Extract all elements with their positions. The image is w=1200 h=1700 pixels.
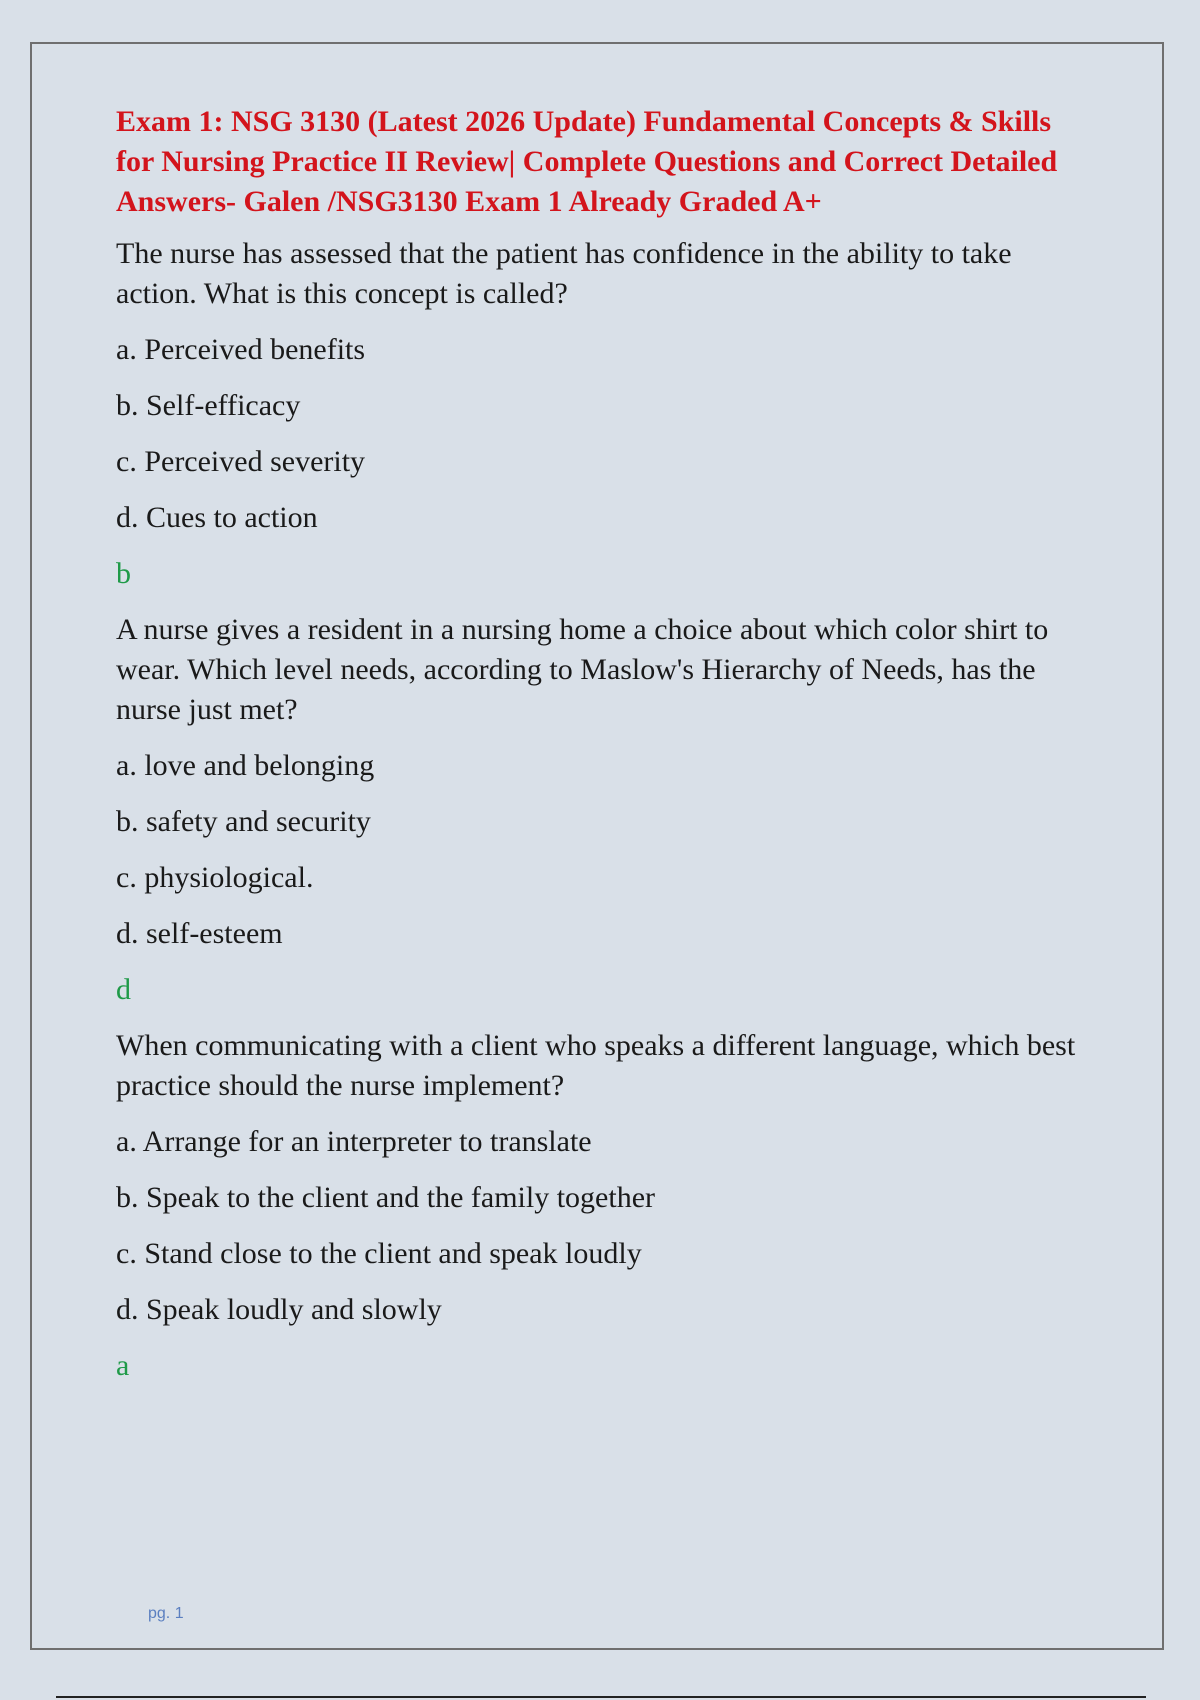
answer-option: a. love and belonging (116, 749, 375, 782)
question-text: A nurse gives a resident in a nursing home a choice about which color shirt to wear. Which level needs, according to Maslow's Hierarchy of Needs, has the nurse just met? (116, 613, 1049, 726)
document-content (116, 102, 1076, 1402)
answer-option: b. Speak to the client and the family together (116, 1181, 656, 1214)
answer-option: b. Self-efficacy (116, 389, 301, 422)
question-text: The nurse has assessed that the patient has confidence in the ability to take action. What is this concept is called? (116, 237, 1012, 310)
page-divider (56, 1696, 1146, 1698)
correct-answer: b (116, 557, 131, 590)
answer-option: c. Perceived severity (116, 445, 366, 478)
question-block-2 (116, 610, 1076, 1010)
answer-option: d. Speak loudly and slowly (116, 1293, 442, 1326)
correct-answer: a (116, 1349, 130, 1382)
question-text: When communicating with a client who speaks a different language, which best practice should the nurse implement? (116, 1029, 1076, 1102)
question-block-1 (116, 234, 1076, 594)
question-block-3 (116, 1026, 1076, 1386)
answer-option: d. self-esteem (116, 917, 283, 950)
answer-option: c. Stand close to the client and speak loudly (116, 1237, 642, 1270)
answer-option: a. Arrange for an interpreter to translate (116, 1125, 592, 1158)
correct-answer: d (116, 973, 131, 1006)
answer-option: a. Perceived benefits (116, 333, 366, 366)
answer-option: b. safety and security (116, 805, 371, 838)
answer-option: c. physiological. (116, 861, 314, 894)
answer-option: d. Cues to action (116, 501, 318, 534)
document-title: Exam 1: NSG 3130 (Latest 2026 Update) Fundamental Concepts & Skills for Nursing Practice II Review| Complete Questions and Correct Detailed Answers- Galen /NSG3130 Exam 1 Already Graded A+ (116, 105, 1058, 218)
page-number: pg. 1 (148, 1605, 184, 1622)
